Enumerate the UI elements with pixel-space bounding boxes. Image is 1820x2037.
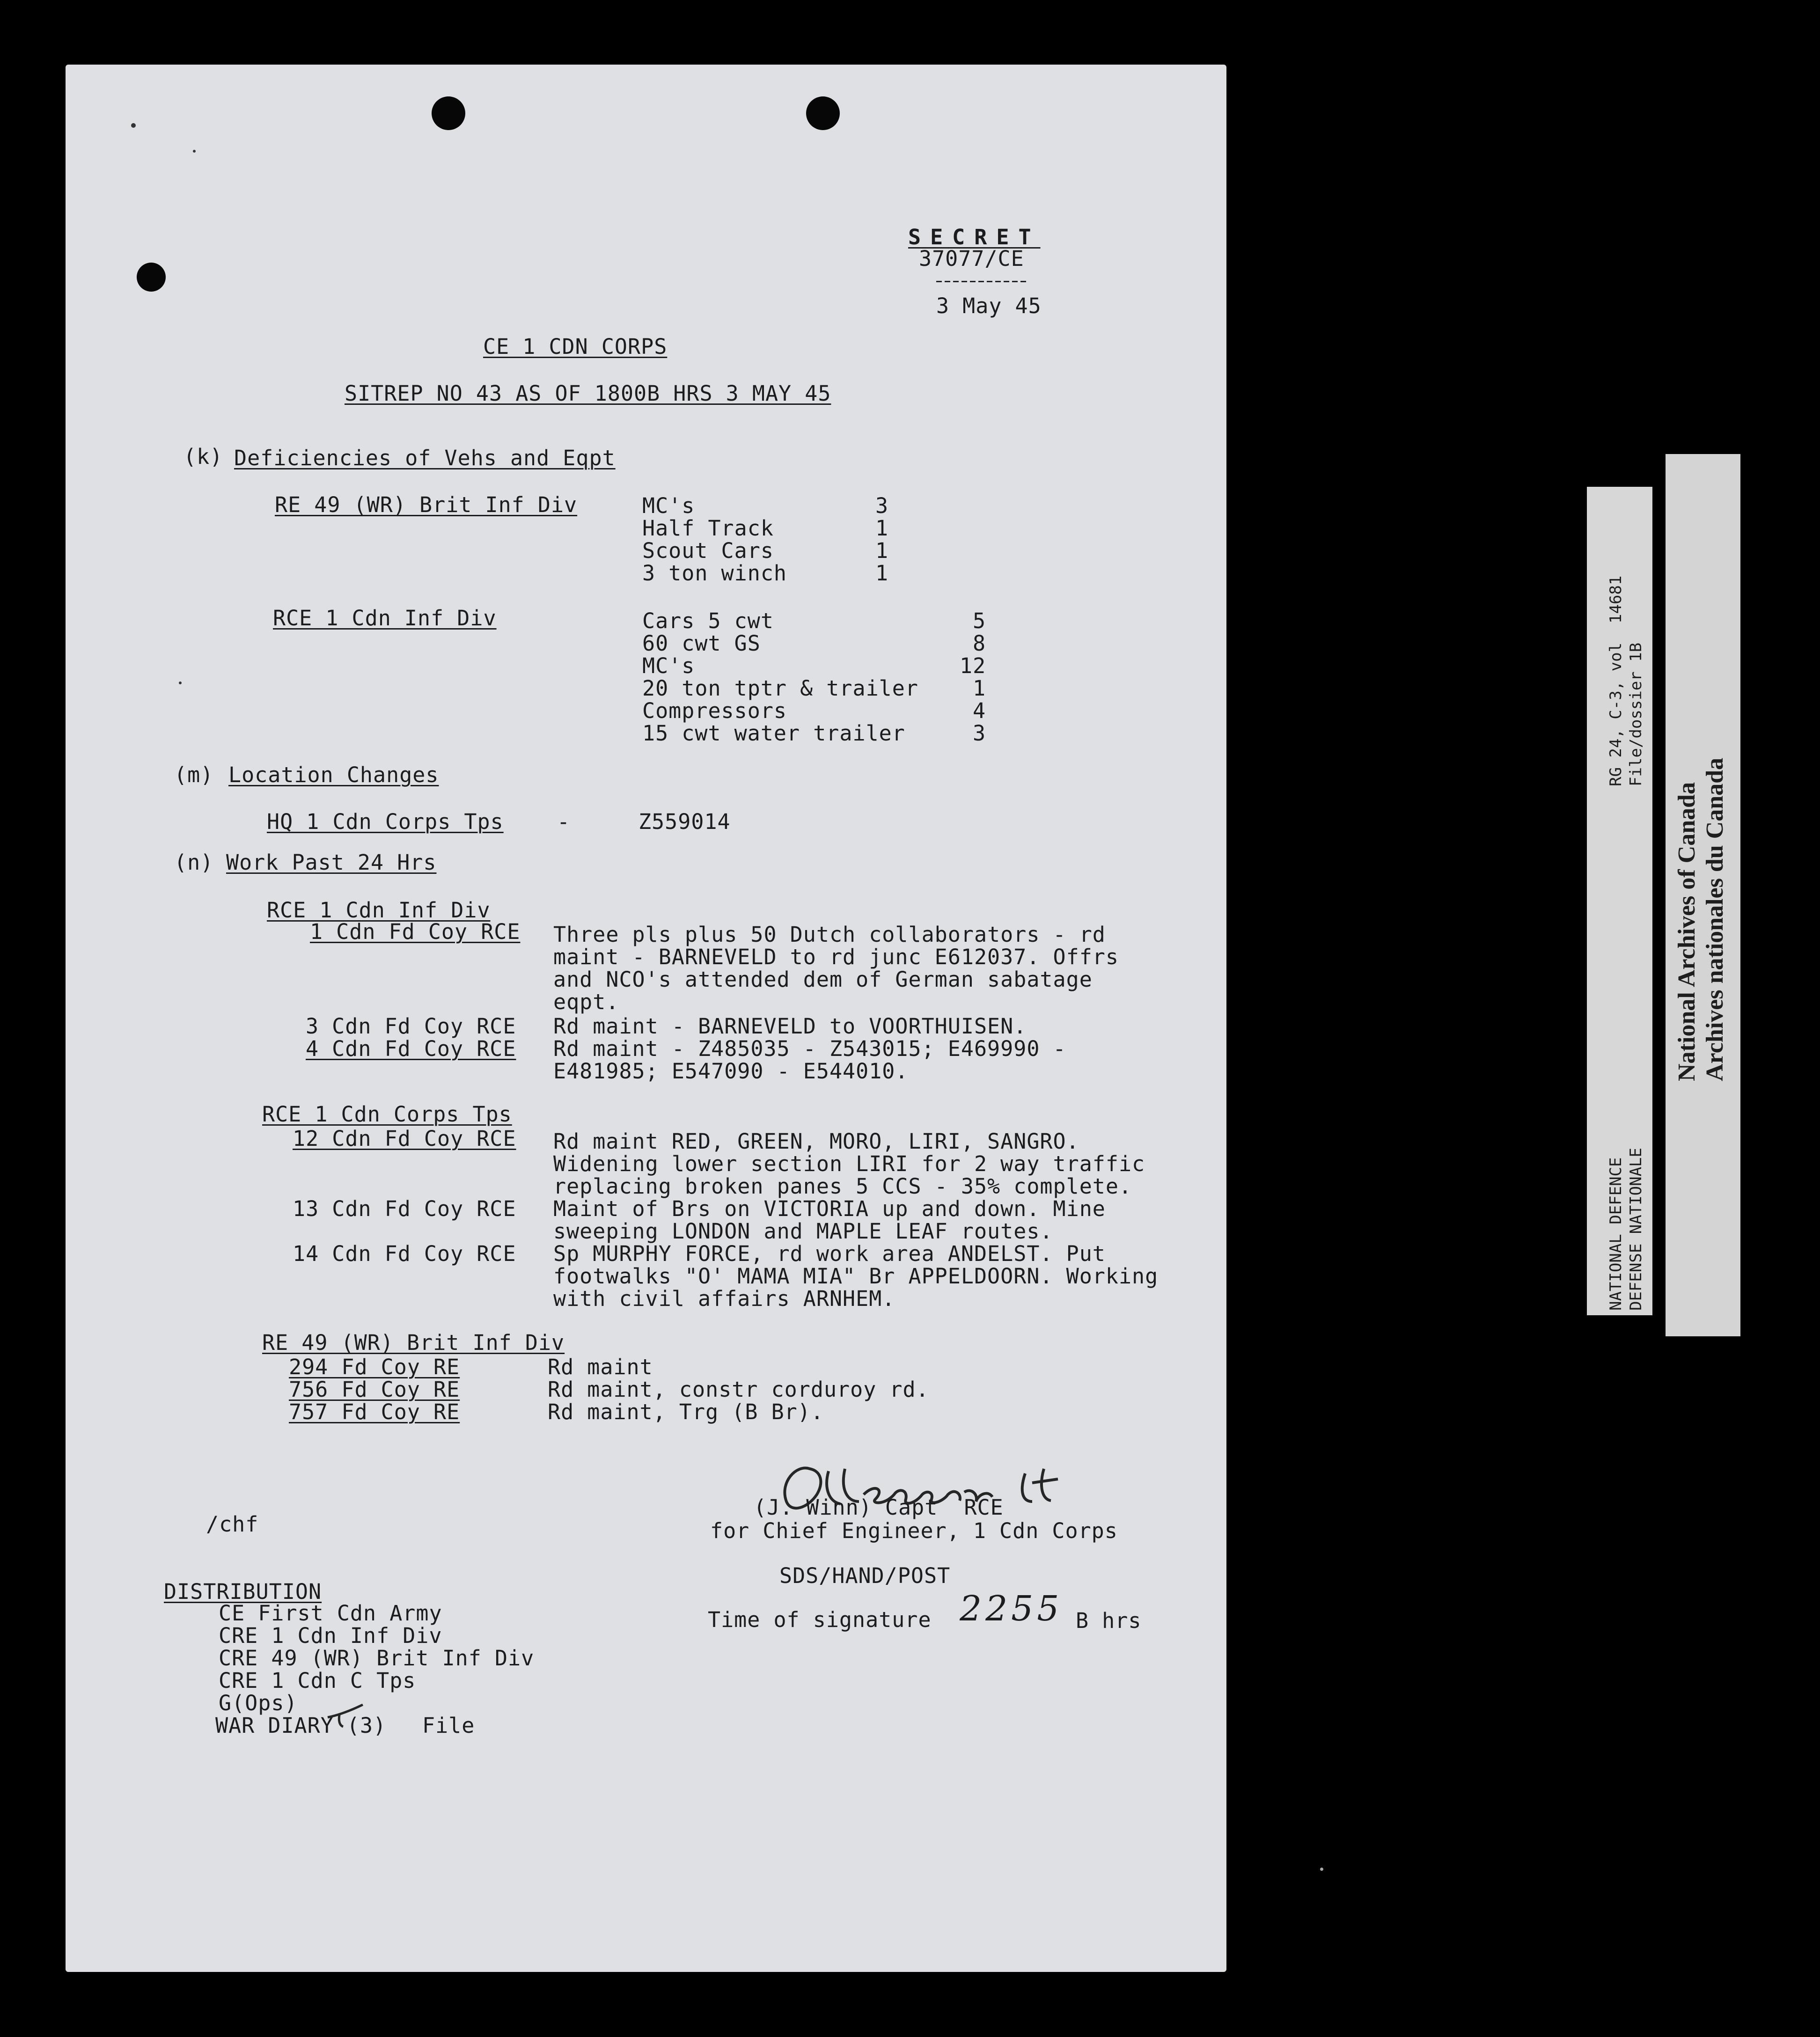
work-line: Maint of Brs on VICTORIA up and down. Mine bbox=[553, 1196, 1106, 1221]
distribution-line: CRE 1 Cdn C Tps bbox=[219, 1668, 416, 1693]
section-k-heading: Deficiencies of Vehs and Eqpt bbox=[234, 446, 616, 470]
distribution-heading: DISTRIBUTION bbox=[164, 1579, 322, 1604]
section-m-heading: Location Changes bbox=[228, 762, 439, 787]
quantity: 1 bbox=[875, 538, 889, 563]
item: 20 ton tptr & trailer bbox=[642, 676, 918, 701]
quantity: 8 bbox=[973, 631, 986, 656]
distribution-line: CRE 49 (WR) Brit Inf Div bbox=[219, 1646, 535, 1671]
quantity: 3 bbox=[875, 493, 889, 518]
punch-hole bbox=[137, 263, 166, 292]
distribution-line: G(Ops) bbox=[219, 1691, 298, 1715]
work-line: Three pls plus 50 Dutch collaborators - rd bbox=[553, 922, 1106, 947]
time-value: 2255 bbox=[960, 1589, 1063, 1629]
initials: /chf bbox=[206, 1512, 259, 1537]
department-name-en: NATIONAL DEFENCE bbox=[1607, 1157, 1625, 1311]
work-line: Rd maint - BARNEVELD to VOORTHUISEN. bbox=[553, 1014, 1027, 1039]
item: Cars 5 cwt bbox=[642, 608, 774, 633]
section-k-letter: (k) bbox=[183, 444, 223, 469]
classification-marking: SECRET bbox=[908, 225, 1041, 249]
punch-hole bbox=[806, 96, 840, 130]
company-name: 1 Cdn Fd Coy RCE bbox=[310, 919, 521, 944]
group-name: RCE 1 Cdn Corps Tps bbox=[262, 1102, 512, 1127]
archive-file: File/dossier 1B bbox=[1627, 642, 1645, 786]
work-line: maint - BARNEVELD to rd junc E612037. Offrs bbox=[553, 945, 1119, 969]
company-name: 4 Cdn Fd Coy RCE bbox=[306, 1036, 516, 1061]
group-name: RE 49 (WR) Brit Inf Div bbox=[262, 1330, 565, 1355]
item: 3 ton winch bbox=[642, 561, 787, 586]
signatory-capacity: for Chief Engineer, 1 Cdn Corps bbox=[710, 1518, 1118, 1543]
work-line: with civil affairs ARNHEM. bbox=[553, 1286, 895, 1311]
quantity: 5 bbox=[973, 608, 986, 633]
document-title: CE 1 CDN CORPS bbox=[483, 334, 668, 359]
work-line: Rd maint RED, GREEN, MORO, LIRI, SANGRO. bbox=[553, 1129, 1079, 1154]
archive-name-fr: Archives nationales du Canada bbox=[1702, 757, 1728, 1081]
work-line: eqpt. bbox=[553, 989, 619, 1014]
item: MC's bbox=[642, 653, 695, 678]
item: Compressors bbox=[642, 698, 787, 723]
work-line: sweeping LONDON and MAPLE LEAF routes. bbox=[553, 1219, 1053, 1244]
item: 60 cwt GS bbox=[642, 631, 761, 656]
company-name: 3 Cdn Fd Coy RCE bbox=[306, 1014, 516, 1039]
group-name: RCE 1 Cdn Inf Div bbox=[267, 898, 491, 923]
archive-name-slip bbox=[1666, 454, 1740, 1336]
company-name: 294 Fd Coy RE bbox=[289, 1355, 460, 1379]
speck bbox=[179, 681, 182, 684]
archive-reference: RG 24, C-3, vol 14681 bbox=[1607, 575, 1625, 786]
quantity: 4 bbox=[973, 698, 986, 723]
delivery-method: SDS/HAND/POST bbox=[779, 1563, 951, 1588]
quantity: 1 bbox=[875, 516, 889, 541]
work-line: Rd maint - Z485035 - Z543015; E469990 - bbox=[553, 1036, 1066, 1061]
distribution-line: CRE 1 Cdn Inf Div bbox=[219, 1623, 442, 1648]
document-page bbox=[66, 65, 1226, 1972]
item: Half Track bbox=[642, 516, 774, 541]
signatory-name: (J. Winn) Capt RCE bbox=[754, 1495, 1004, 1520]
section-m-letter: (m) bbox=[174, 762, 214, 787]
item: 15 cwt water trailer bbox=[642, 721, 905, 746]
company-name: 13 Cdn Fd Coy RCE bbox=[293, 1196, 516, 1221]
quantity: 1 bbox=[875, 561, 889, 586]
document-subtitle: SITREP NO 43 AS OF 1800B HRS 3 MAY 45 bbox=[345, 381, 831, 406]
speck bbox=[131, 123, 136, 128]
speck bbox=[1320, 1868, 1323, 1871]
quantity: 12 bbox=[960, 653, 986, 678]
reference-rule bbox=[936, 281, 1027, 282]
company-name: 14 Cdn Fd Coy RCE bbox=[293, 1241, 516, 1266]
work-line: replacing broken panes 5 CCS - 35% complete. bbox=[553, 1174, 1132, 1199]
quantity: 1 bbox=[973, 676, 986, 701]
unit-name: RE 49 (WR) Brit Inf Div bbox=[275, 492, 578, 517]
punch-hole bbox=[432, 96, 465, 130]
item: MC's bbox=[642, 493, 695, 518]
work-line: footwalks "O' MAMA MIA" Br APPELDOORN. Working bbox=[553, 1264, 1159, 1289]
location-dash: - bbox=[557, 809, 571, 834]
archive-name-en: National Archives of Canada bbox=[1673, 782, 1700, 1081]
work-line: and NCO's attended dem of German sabatage bbox=[553, 967, 1093, 992]
work-line: Widening lower section LIRI for 2 way traffic bbox=[553, 1151, 1145, 1176]
speck bbox=[193, 150, 196, 153]
archive-reference-slip bbox=[1587, 487, 1652, 1315]
item: Scout Cars bbox=[642, 538, 774, 563]
distribution-line: CE First Cdn Army bbox=[219, 1601, 442, 1626]
war-diary-line: WAR DIARY (3) bbox=[215, 1713, 387, 1738]
location-reference: Z559014 bbox=[638, 809, 731, 834]
time-label: Time of signature bbox=[708, 1607, 932, 1632]
work-line: E481985; E547090 - E544010. bbox=[553, 1059, 909, 1084]
work-line: Rd maint bbox=[548, 1355, 653, 1379]
section-n-heading: Work Past 24 Hrs bbox=[226, 850, 437, 875]
location-unit: HQ 1 Cdn Corps Tps bbox=[267, 809, 504, 834]
time-suffix: B hrs bbox=[1076, 1608, 1142, 1633]
work-line: Sp MURPHY FORCE, rd work area ANDELST. Put bbox=[553, 1241, 1106, 1266]
company-name: 757 Fd Coy RE bbox=[289, 1400, 460, 1424]
section-n-letter: (n) bbox=[174, 850, 214, 875]
war-diary-file: File bbox=[422, 1713, 475, 1738]
document-date: 3 May 45 bbox=[936, 293, 1042, 318]
department-name-fr: DEFENSE NATIONALE bbox=[1627, 1148, 1645, 1311]
work-line: Rd maint, constr corduroy rd. bbox=[548, 1377, 929, 1402]
company-name: 756 Fd Coy RE bbox=[289, 1377, 460, 1402]
quantity: 3 bbox=[973, 721, 986, 746]
unit-name: RCE 1 Cdn Inf Div bbox=[273, 606, 497, 630]
work-line: Rd maint, Trg (B Br). bbox=[548, 1400, 824, 1424]
file-reference: 37077/CE bbox=[919, 246, 1024, 271]
company-name: 12 Cdn Fd Coy RCE bbox=[293, 1126, 516, 1151]
handwritten-tick bbox=[325, 1701, 367, 1729]
